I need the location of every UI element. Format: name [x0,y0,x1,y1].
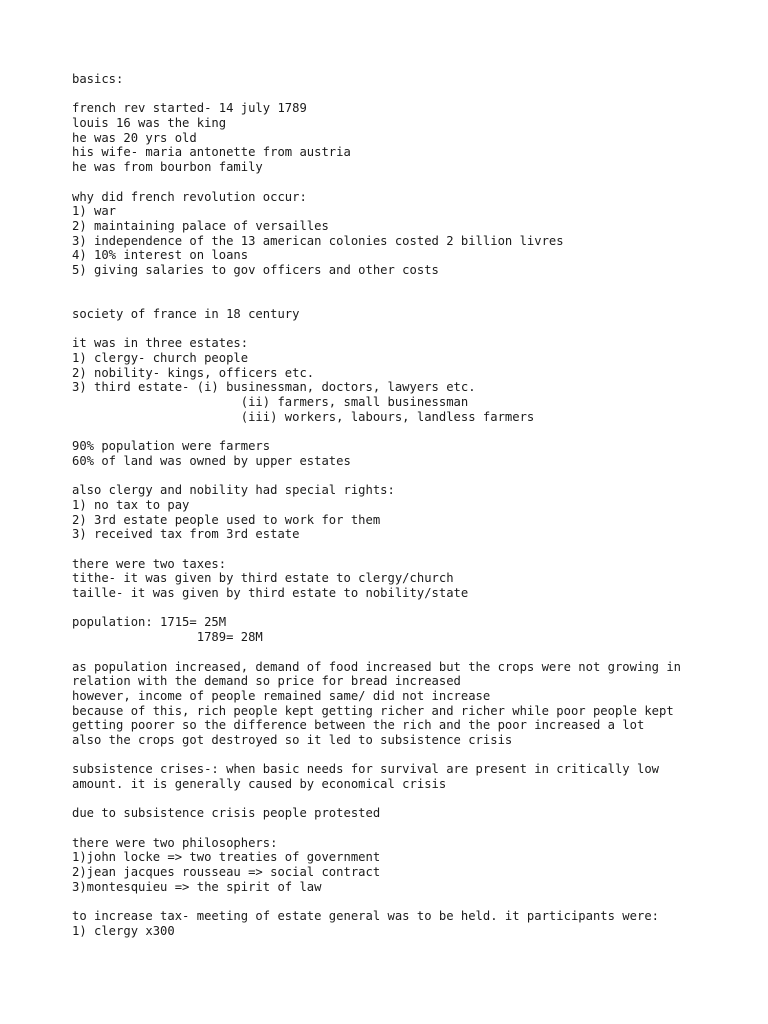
text-line: (ii) farmers, small businessman [72,395,469,410]
text-line: his wife- maria antonette from austria [72,145,351,160]
text-line: relation with the demand so price for bread increased [72,674,461,689]
text-line: population: 1715= 25M [72,615,227,630]
text-line: 1) clergy x300 [72,923,175,938]
text-line: there were two philosophers: [72,835,278,850]
text-line: subsistence crises-: when basic needs for survival are present in critically low [72,762,659,777]
blank-line [72,175,722,190]
text-line: 4) 10% interest on loans [72,248,249,263]
text-line: 2)jean jacques rousseau => social contract [72,865,381,880]
text-line: why did french revolution occur: [72,189,307,204]
text-line: also clergy and nobility had special rights: [72,483,395,498]
text-line: 2) nobility- kings, officers etc. [72,365,315,380]
blank-line [72,542,722,557]
text-line: 90% population were farmers [72,439,271,454]
blank-line [72,425,722,440]
text-line: 1) clergy- church people [72,351,249,366]
text-line: getting poorer so the difference between the rich and the poor increased a lot [72,718,645,733]
text-line: it was in three estates: [72,336,249,351]
text-line: 3) received tax from 3rd estate [72,527,300,542]
text-line: amount. it is generally caused by economical crisis [72,777,447,791]
text-line: tithe- it was given by third estate to clergy/church [72,571,454,586]
text-line: french rev started- 14 july 1789 [72,101,307,116]
blank-line [72,748,722,763]
text-line: taille- it was given by third estate to nobility/state [72,586,469,601]
text-line: also the crops got destroyed so it led to subsistence crisis [72,732,513,747]
text-line: 1) war [72,204,117,219]
text-line: 1789= 28M [72,630,263,645]
text-line: basics: [72,72,124,86]
document-page [72,72,722,939]
blank-line [72,469,722,484]
text-line: 1)john locke => two treaties of government [72,850,381,865]
blank-line [72,895,722,910]
blank-line [72,792,722,807]
text-line: however, income of people remained same/ did not increase [72,688,491,703]
blank-line [72,645,722,660]
blank-line [72,601,722,616]
text-line: 2) maintaining palace of versailles [72,218,329,233]
text-line: society of france in 18 century [72,307,300,321]
text-line: there were two taxes: [72,556,227,571]
text-line: due to subsistence crisis people protested [72,806,381,821]
blank-line [72,278,722,293]
text-line: louis 16 was the king [72,116,227,131]
blank-line [72,292,722,307]
text-line: 3) independence of the 13 american colonies costed 2 billion livres [72,233,564,248]
text-line: 5) giving salaries to gov officers and other costs [72,262,439,277]
text-line: he was from bourbon family [72,160,263,175]
text-line: 3)montesquieu => the spirit of law [72,879,322,894]
text-line: because of this, rich people kept getting richer and richer while poor people kept [72,703,674,718]
blank-line [72,87,722,102]
text-line: to increase tax- meeting of estate general was to be held. it participants were: [72,909,659,924]
text-line: 2) 3rd estate people used to work for them [72,512,381,527]
text-line: 60% of land was owned by upper estates [72,453,351,468]
text-line: 3) third estate- (i) businessman, doctors, lawyers etc. [72,380,476,395]
text-line: as population increased, demand of food increased but the crops were not growing in [72,659,682,674]
blank-line [72,322,722,337]
text-line: (iii) workers, labours, landless farmers [72,409,535,424]
text-line: 1) no tax to pay [72,497,190,512]
text-line: he was 20 yrs old [72,130,197,145]
blank-line [72,821,722,836]
